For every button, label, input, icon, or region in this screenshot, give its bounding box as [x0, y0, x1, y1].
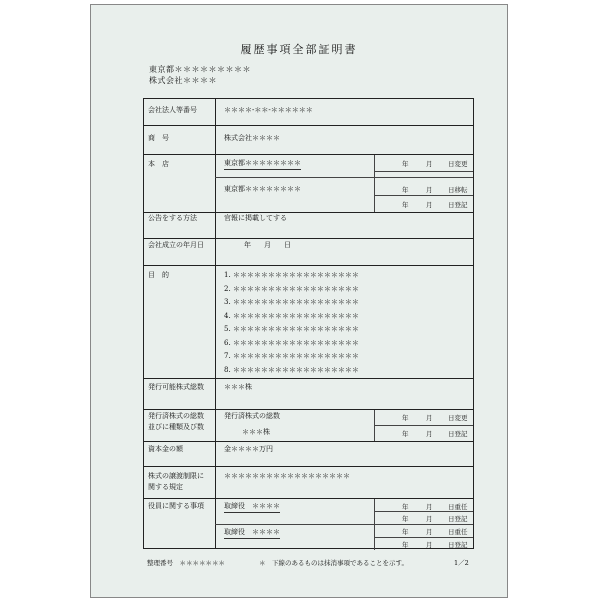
- public-notice-value: 官報に掲載してする: [224, 214, 287, 222]
- head-office-entry-struck: 東京都＊＊＊＊＊＊＊＊: [224, 159, 301, 170]
- purpose-label: 目 的: [148, 271, 169, 279]
- document-title: 履歴事項全部証明書: [240, 43, 358, 56]
- row-subdivider: [374, 537, 473, 538]
- authorized-shares-label: 発行可能株式総数: [148, 383, 204, 391]
- issued-shares-value: ＊＊＊株: [242, 428, 270, 436]
- issued-shares-heading: 発行済株式の総数: [224, 412, 280, 420]
- row-divider: [144, 212, 473, 213]
- page-number: 1／2: [454, 559, 469, 567]
- trade-name-value: 株式会社＊＊＊＊: [224, 134, 280, 142]
- purpose-item: 4. ＊＊＊＊＊＊＊＊＊＊＊＊＊＊＊＊＊＊: [224, 312, 359, 320]
- corp-number-value: ＊＊＊＊-＊＊-＊＊＊＊＊＊: [224, 106, 313, 114]
- share-transfer-label: 株式の譲渡制限に: [148, 472, 204, 480]
- purpose-item: 5. ＊＊＊＊＊＊＊＊＊＊＊＊＊＊＊＊＊＊: [224, 325, 359, 333]
- row-subdivider: [374, 171, 473, 172]
- label-column-divider: [215, 99, 216, 548]
- row-divider: [144, 238, 473, 239]
- established-month: 月: [264, 241, 271, 249]
- serial-number: 整理番号 ＊＊＊＊＊＊＊: [147, 559, 225, 567]
- share-transfer-value: ＊＊＊＊＊＊＊＊＊＊＊＊＊＊＊＊＊＊: [224, 472, 350, 480]
- row-divider: [144, 498, 473, 499]
- header-address: 東京都＊＊＊＊＊＊＊＊＊: [149, 65, 251, 74]
- established-year: 年: [244, 241, 251, 249]
- row-divider: [144, 265, 473, 266]
- authorized-shares-value: ＊＊＊株: [224, 383, 252, 391]
- purpose-item: 1. ＊＊＊＊＊＊＊＊＊＊＊＊＊＊＊＊＊＊: [224, 271, 359, 279]
- issued-shares-label: 発行済株式の総数: [148, 412, 204, 420]
- certificate-page: [90, 4, 508, 598]
- purpose-item: 2. ＊＊＊＊＊＊＊＊＊＊＊＊＊＊＊＊＊＊: [224, 285, 359, 293]
- share-transfer-label-line2: 関する規定: [148, 483, 183, 491]
- row-subdivider: [374, 425, 473, 426]
- row-divider: [144, 378, 473, 379]
- purpose-item: 6. ＊＊＊＊＊＊＊＊＊＊＊＊＊＊＊＊＊＊: [224, 339, 359, 347]
- officer-entry-struck: 取締役 ＊＊＊＊: [224, 502, 280, 513]
- row-divider: [144, 125, 473, 126]
- corp-number-label: 会社法人等番号: [148, 106, 197, 114]
- registry-table: 会社法人等番号 ＊＊＊＊-＊＊-＊＊＊＊＊＊ 商 号 株式会社＊＊＊＊ 本 店 東京都＊＊＊＊＊＊＊＊ 東京都＊＊＊＊＊＊＊＊ 年 月 日変更 年 月 日移転 年 月 日登記 公告をする方法 官報に掲載してする 会社成立の年月日 年 月 日 目 的 1. ＊＊＊＊＊＊＊＊＊＊＊＊＊＊＊＊＊＊ 2. ＊＊＊＊＊＊＊＊＊＊＊＊＊＊＊＊＊＊ 3. ＊＊＊＊＊＊＊＊＊＊＊＊＊＊＊＊＊＊ 4. ＊＊＊＊＊＊＊＊＊＊＊＊＊＊＊＊＊＊ 5. ＊＊＊＊＊＊＊＊＊＊＊＊＊＊＊＊＊＊ 6. ＊＊＊＊＊＊＊＊＊＊＊＊＊＊＊＊＊＊ 7. ＊＊＊＊＊＊＊＊＊＊＊＊＊＊＊＊＊＊ 8. ＊＊＊＊＊＊＊＊＊＊＊＊＊＊＊＊＊＊ 発行可能株式総数 ＊＊＊株 発行済株式の総数 並びに種類及び数 発行済株式の総数 ＊＊＊株 年 月 日変更 年 月 日登記 資本金の額 金＊＊＊＊万円 株式の譲渡制限に 関する規定 ＊＊＊＊＊＊＊＊＊＊＊＊＊＊＊＊＊＊ 役員に関する事項 取締役 ＊＊＊＊ 取締役 ＊＊＊＊ 年 月 日重任 年 月 日登記 年 月 日重任 年 月 日登記: [143, 98, 474, 549]
- established-day: 日: [284, 241, 291, 249]
- row-divider: [144, 154, 473, 155]
- trade-name-label: 商 号: [148, 134, 169, 142]
- public-notice-label: 公告をする方法: [148, 214, 197, 222]
- capital-value: 金＊＊＊＊万円: [224, 445, 273, 453]
- row-subdivider: [374, 511, 473, 512]
- row-divider: [144, 466, 473, 467]
- date-column-divider: [374, 154, 375, 212]
- officer-entry-struck: 取締役 ＊＊＊＊: [224, 528, 280, 539]
- row-subdivider: [215, 177, 473, 178]
- footnote: ＊ 下線のあるものは抹消事項であることを示す。: [259, 559, 408, 567]
- issued-shares-label-line2: 並びに種類及び数: [148, 423, 204, 431]
- head-office-entry: 東京都＊＊＊＊＊＊＊＊: [224, 185, 301, 193]
- header-company: 株式会社＊＊＊＊: [149, 76, 217, 85]
- row-subdivider: [374, 195, 473, 196]
- capital-label: 資本金の額: [148, 445, 183, 453]
- head-office-label: 本 店: [148, 160, 169, 168]
- established-label: 会社成立の年月日: [148, 241, 204, 249]
- row-divider: [144, 409, 473, 410]
- purpose-item: 8. ＊＊＊＊＊＊＊＊＊＊＊＊＊＊＊＊＊＊: [224, 366, 359, 374]
- purpose-item: 7. ＊＊＊＊＊＊＊＊＊＊＊＊＊＊＊＊＊＊: [224, 352, 359, 360]
- purpose-item: 3. ＊＊＊＊＊＊＊＊＊＊＊＊＊＊＊＊＊＊: [224, 298, 359, 306]
- officers-label: 役員に関する事項: [148, 502, 204, 510]
- row-divider: [144, 441, 473, 442]
- row-subdivider: [215, 524, 473, 525]
